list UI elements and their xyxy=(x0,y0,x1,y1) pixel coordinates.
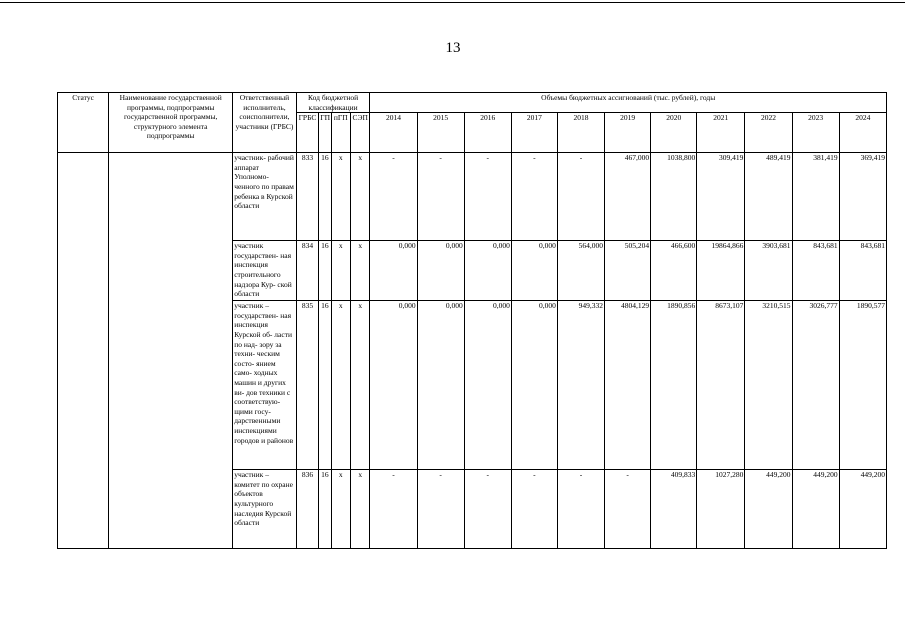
status-cell xyxy=(58,153,109,549)
value-cell: 949,332 xyxy=(557,301,604,470)
value-cell: 1038,800 xyxy=(651,153,697,241)
executor-cell: участник – комитет по охране объектов культурного наследия Курской области xyxy=(233,470,297,549)
value-cell: 409,833 xyxy=(651,470,697,549)
value-cell: 0,000 xyxy=(370,241,417,301)
executor-cell: участник государствен- ная инспекция строительного надзора Кур- ской области xyxy=(233,241,297,301)
value-cell: 3903,681 xyxy=(745,241,792,301)
value-cell: - xyxy=(370,153,417,241)
code-cell: х xyxy=(331,241,350,301)
code-cell: 834 xyxy=(296,241,319,301)
header-code: пГП xyxy=(331,113,350,153)
value-cell: 449,200 xyxy=(792,470,839,549)
value-cell: 381,419 xyxy=(792,153,839,241)
value-cell: 467,000 xyxy=(605,153,651,241)
value-cell: 564,000 xyxy=(557,241,604,301)
code-cell: 836 xyxy=(296,470,319,549)
value-cell: - xyxy=(370,470,417,549)
value-cell: - xyxy=(464,153,511,241)
value-cell: - xyxy=(511,153,557,241)
value-cell: 449,200 xyxy=(745,470,792,549)
code-cell: х xyxy=(350,301,369,470)
header-year: 2022 xyxy=(745,113,792,153)
value-cell: 489,419 xyxy=(745,153,792,241)
value-cell: 843,681 xyxy=(839,241,886,301)
value-cell: 1027,280 xyxy=(697,470,745,549)
code-cell: 835 xyxy=(296,301,319,470)
value-cell: 369,419 xyxy=(839,153,886,241)
value-cell: 505,204 xyxy=(605,241,651,301)
header-year: 2019 xyxy=(605,113,651,153)
code-cell: х xyxy=(331,470,350,549)
value-cell: 449,200 xyxy=(839,470,886,549)
header-year: 2018 xyxy=(557,113,604,153)
code-cell: 833 xyxy=(296,153,319,241)
value-cell: 4804,129 xyxy=(605,301,651,470)
header-year: 2017 xyxy=(511,113,557,153)
value-cell: - xyxy=(557,470,604,549)
header-volume-group: Объемы бюджетных ассигнований (тыс. рублей), годы xyxy=(370,93,887,113)
top-border-line xyxy=(0,2,905,3)
value-cell: 0,000 xyxy=(417,241,464,301)
budget-table xyxy=(57,92,887,549)
header-year: 2020 xyxy=(651,113,697,153)
header-year: 2023 xyxy=(792,113,839,153)
value-cell: - xyxy=(511,470,557,549)
header-year: 2016 xyxy=(464,113,511,153)
header-year: 2014 xyxy=(370,113,417,153)
code-cell: х xyxy=(350,241,369,301)
value-cell: 0,000 xyxy=(464,301,511,470)
page-number: 13 xyxy=(445,40,461,56)
value-cell: - xyxy=(464,470,511,549)
value-cell: - xyxy=(605,470,651,549)
header-code: ГП xyxy=(319,113,331,153)
executor-cell: участник – государствен- ная инспекция Курской об- ласти по над- зору за техни- ческим состо- янием само- ходных машин и других ви- дов техники с соответствую- щими госу- дарственными инспекциями городов и районов xyxy=(233,301,297,470)
value-cell: 0,000 xyxy=(464,241,511,301)
header-status: Статус xyxy=(58,93,109,153)
code-cell: 16 xyxy=(319,301,331,470)
table-row xyxy=(58,153,887,241)
header-year: 2021 xyxy=(697,113,745,153)
header-year: 2015 xyxy=(417,113,464,153)
header-year: 2024 xyxy=(839,113,886,153)
header-code: СЭП xyxy=(350,113,369,153)
value-cell: 0,000 xyxy=(511,301,557,470)
value-cell: 3210,515 xyxy=(745,301,792,470)
value-cell: - xyxy=(417,470,464,549)
name-cell xyxy=(109,153,233,549)
value-cell: 1890,577 xyxy=(839,301,886,470)
value-cell: - xyxy=(417,153,464,241)
header-name: Наименование государственной программы, подпрограммы государственной программы, структурного элемента подпрограммы xyxy=(109,93,233,153)
code-cell: 16 xyxy=(319,153,331,241)
code-cell: х xyxy=(350,470,369,549)
header-code: ГРБС xyxy=(296,113,319,153)
value-cell: 8673,107 xyxy=(697,301,745,470)
value-cell: 0,000 xyxy=(511,241,557,301)
value-cell: 19864,866 xyxy=(697,241,745,301)
table-header xyxy=(58,93,887,153)
table-body xyxy=(58,153,887,549)
code-cell: х xyxy=(350,153,369,241)
value-cell: 843,681 xyxy=(792,241,839,301)
header-code-group: Код бюджетной классификации xyxy=(296,93,370,113)
value-cell: 3026,777 xyxy=(792,301,839,470)
value-cell: 466,600 xyxy=(651,241,697,301)
value-cell: 0,000 xyxy=(417,301,464,470)
value-cell: 1890,856 xyxy=(651,301,697,470)
header-executor: Ответственный исполнитель, соисполнители, участники (ГРБС) xyxy=(233,93,297,153)
value-cell: - xyxy=(557,153,604,241)
code-cell: х xyxy=(331,301,350,470)
code-cell: 16 xyxy=(319,241,331,301)
code-cell: 16 xyxy=(319,470,331,549)
value-cell: 309,419 xyxy=(697,153,745,241)
code-cell: х xyxy=(331,153,350,241)
executor-cell: участник- рабочий аппарат Уполномо- ченного по правам ребенка в Курской области xyxy=(233,153,297,241)
value-cell: 0,000 xyxy=(370,301,417,470)
